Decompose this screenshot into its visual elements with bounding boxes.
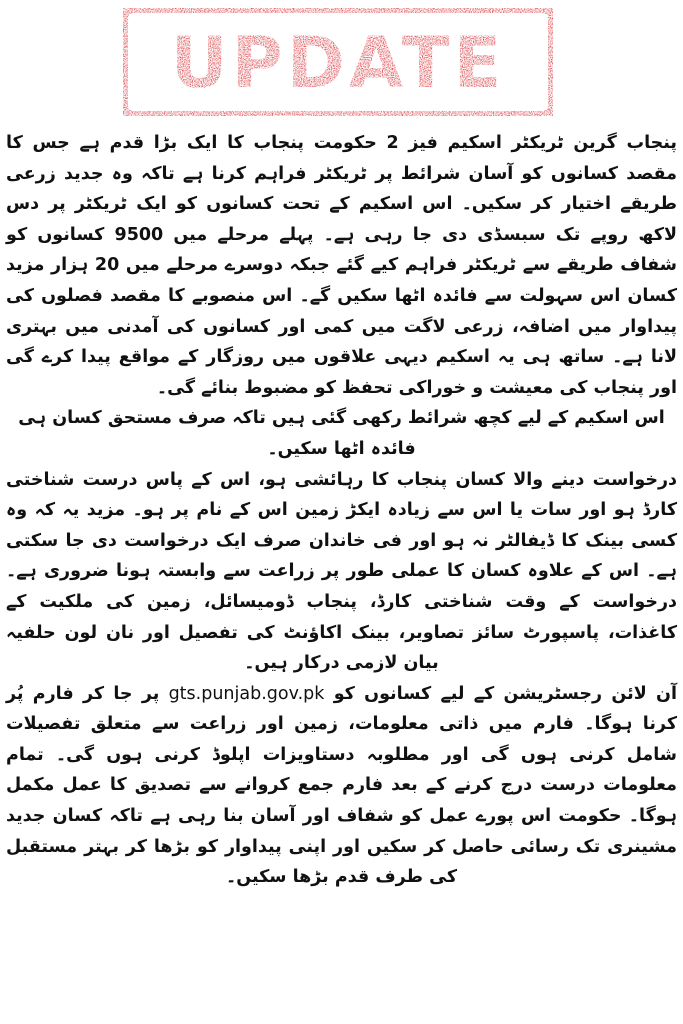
- registration-text-end: پر جا کر فارم پُر کرنا ہوگا۔ فارم میں ذاتی معلومات، زمین اور زراعت سے متعلق تفصیلات شامل کرنی ہوں گی اور مطلوبہ دستاویزات اپلوڈ کرنی ہوں گی۔ تمام معلومات درست درج کرنے کے بعد فارم جمع کروانے سے تصدیق کا عمل مکمل ہوگا۔ حکومت اس پورے عمل کو شفاف اور آسان بنا رہی ہے تاکہ کسان جدید مشینری تک رسائی حاصل کر سکیں اور اپنی پیداوار کو بڑھا کر بہتر مستقبل کی طرف قدم بڑھا سکیں۔: [6, 683, 677, 888]
- article-body: [6, 128, 677, 893]
- stamp-text: UPDATE: [170, 22, 506, 104]
- update-stamp: [118, 3, 558, 121]
- update-stamp-graphic: [118, 3, 558, 121]
- registration-website-link[interactable]: gts.punjab.gov.pk: [168, 683, 325, 704]
- eligibility-paragraph: درخواست دینے والا کسان پنجاب کا رہائشی ہو، اس کے پاس درست شناختی کارڈ ہو اور سات یا اس سے زیادہ ایکڑ زمین اس کے نام پر ہو۔ مزید یہ کہ وہ کسی بینک کا ڈیفالٹر نہ ہو اور فی خاندان صرف ایک درخواست دی جا سکتی ہے۔ اس کے علاوہ کسان کا عملی طور پر زراعت سے وابستہ ہونا ضروری ہے۔ درخواست کے وقت شناختی کارڈ، پنجاب ڈومیسائل، زمین کی ملکیت کے کاغذات، پاسپورٹ سائز تصاویر، بینک اکاؤنٹ کی تفصیل اور نان لون حلفیہ بیان لازمی درکار ہیں۔: [6, 469, 677, 674]
- intro-paragraph: پنجاب گرین ٹریکٹر اسکیم فیز 2 حکومت پنجاب کا ایک بڑا قدم ہے جس کا مقصد کسانوں کو آسان شرائط پر ٹریکٹر فراہم کرنا ہے تاکہ وہ جدید زرعی طریقے اختیار کر سکیں۔ اس اسکیم کے تحت کسانوں کو ایک ٹریکٹر پر دس لاکھ روپے تک سبسڈی دی جا رہی ہے۔ پہلے مرحلے میں 9500 کسانوں کو شفاف طریقے سے ٹریکٹر فراہم کیے گئے جبکہ دوسرے مرحلے میں 20 ہزار مزید کسان اس سہولت سے فائدہ اٹھا سکیں گے۔ اس منصوبے کا مقصد فصلوں کی پیداوار میں اضافہ، زرعی لاگت میں کمی اور کسانوں کی آمدنی میں بہتری لانا ہے۔ ساتھ ہی یہ اسکیم دیہی علاقوں میں روزگار کے مواقع پیدا کرے گی اور پنجاب کی معیشت و خوراکی تحفظ کو مضبوط بنائے گی۔: [6, 133, 677, 398]
- registration-text-start: آن لائن رجسٹریشن کے لیے کسانوں کو: [333, 683, 677, 704]
- registration-paragraph: [6, 679, 677, 893]
- stamp-ink: [123, 8, 553, 116]
- conditions-intro: اس اسکیم کے لیے کچھ شرائط رکھی گئی ہیں تاکہ صرف مستحق کسان ہی فائدہ اٹھا سکیں۔: [18, 408, 665, 459]
